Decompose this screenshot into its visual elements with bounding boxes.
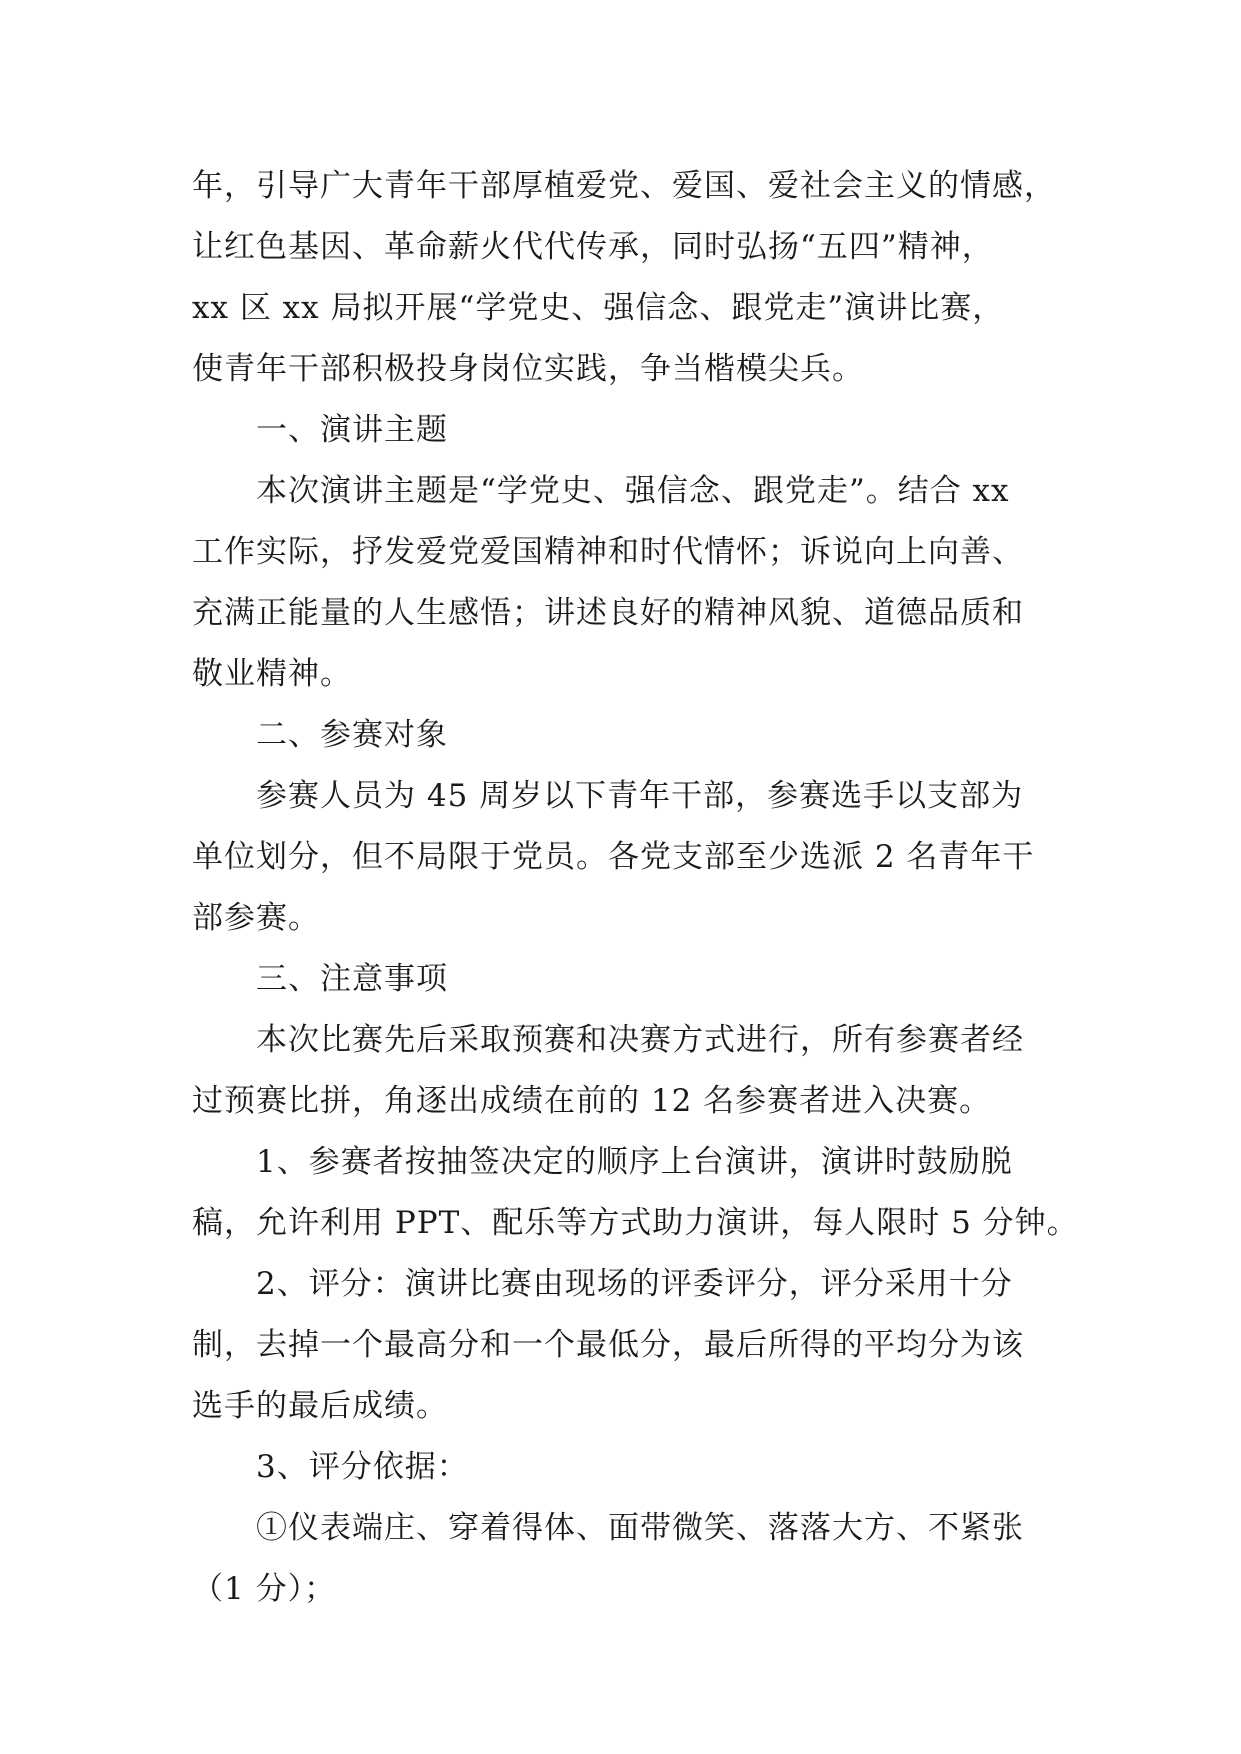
- paragraph-line: 充满正能量的人生感悟；讲述良好的精神风貌、道德品质和: [192, 595, 1024, 631]
- paragraph-line: 部参赛。: [192, 900, 320, 936]
- paragraph-line: 本次演讲主题是“学党史、强信念、跟党走”。结合 xx: [256, 473, 1010, 509]
- paragraph-line: xx 区 xx 局拟开展“学党史、强信念、跟党走”演讲比赛，: [192, 290, 1005, 326]
- list-item-line: （1 分）；: [192, 1571, 337, 1607]
- list-item-line: 选手的最后成绩。: [192, 1388, 448, 1424]
- section-heading-notes: 三、注意事项: [256, 961, 448, 997]
- paragraph-line: 参赛人员为 45 周岁以下青年干部，参赛选手以支部为: [256, 778, 1024, 814]
- document-body: [192, 156, 1079, 1620]
- list-item-line: 1、参赛者按抽签决定的顺序上台演讲，演讲时鼓励脱: [256, 1144, 1013, 1180]
- paragraph-line: 过预赛比拼，角逐出成绩在前的 12 名参赛者进入决赛。: [192, 1083, 992, 1119]
- list-item-line: 2、评分：演讲比赛由现场的评委评分，评分采用十分: [256, 1266, 1013, 1302]
- paragraph-line: 单位划分，但不局限于党员。各党支部至少选派 2 名青年干: [192, 839, 1035, 875]
- paragraph-line: 让红色基因、革命薪火代代传承，同时弘扬“五四”精神，: [192, 229, 994, 265]
- paragraph-line: 本次比赛先后采取预赛和决赛方式进行，所有参赛者经: [256, 1022, 1024, 1058]
- list-item-line: ①仪表端庄、穿着得体、面带微笑、落落大方、不紧张: [256, 1510, 1024, 1546]
- list-item-line: 制，去掉一个最高分和一个最低分，最后所得的平均分为该: [192, 1327, 1024, 1363]
- paragraph-line: 使青年干部积极投身岗位实践，争当楷模尖兵。: [192, 351, 864, 387]
- section-heading-participants: 二、参赛对象: [256, 717, 448, 753]
- list-item-line: 3、评分依据：: [256, 1449, 469, 1485]
- paragraph-line: 年，引导广大青年干部厚植爱党、爱国、爱社会主义的情感，: [192, 168, 1056, 204]
- paragraph-line: 工作实际，抒发爱党爱国精神和时代情怀；诉说向上向善、: [192, 534, 1024, 570]
- paragraph-line: 敬业精神。: [192, 656, 352, 692]
- list-item-line: 稿，允许利用 PPT、配乐等方式助力演讲，每人限时 5 分钟。: [192, 1205, 1079, 1241]
- section-heading-theme: 一、演讲主题: [256, 412, 448, 448]
